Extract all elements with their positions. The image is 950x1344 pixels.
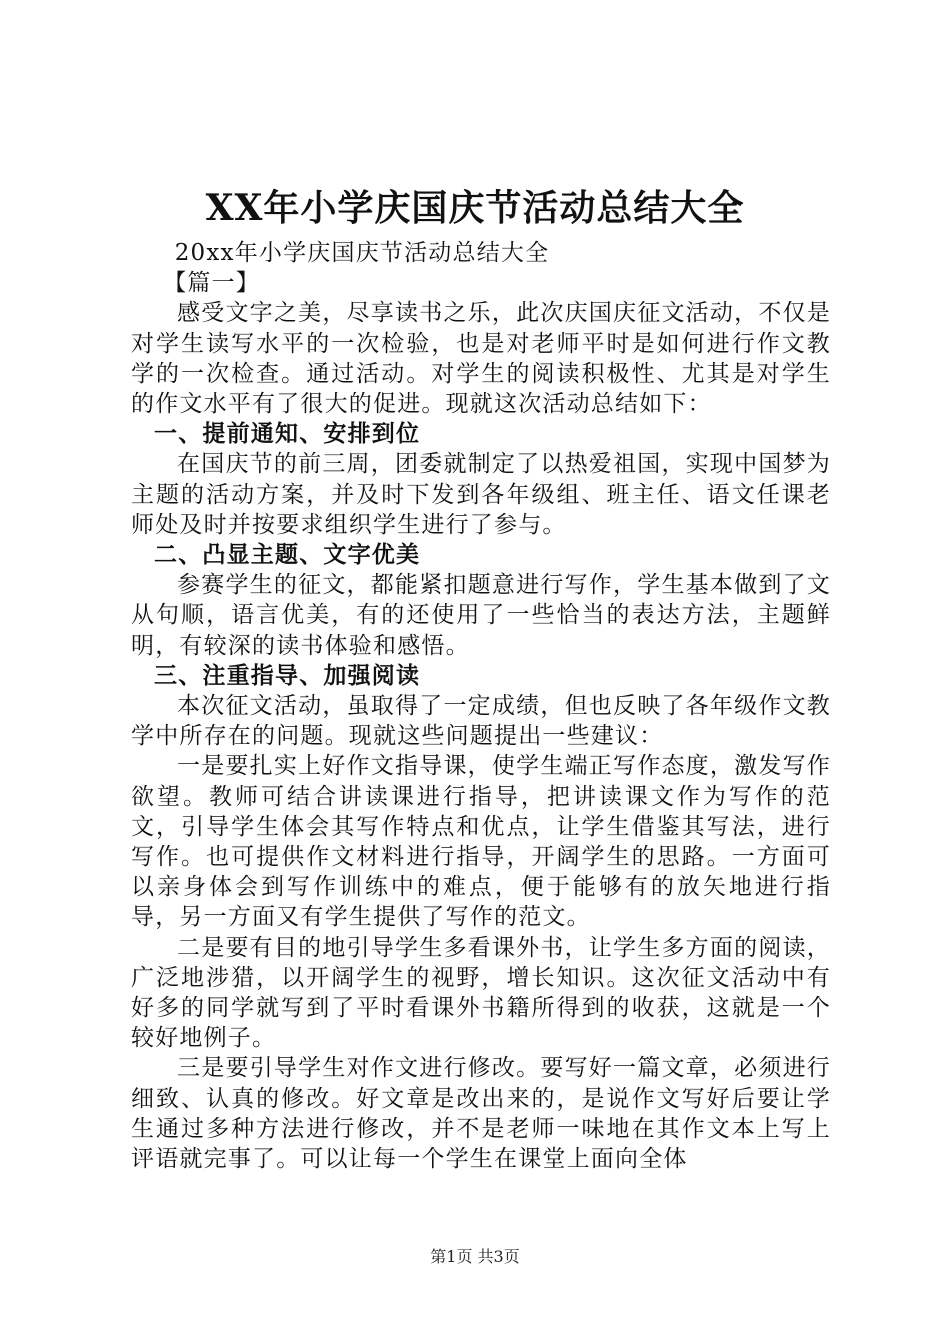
intro-paragraph: 感受文字之美，尽享读书之乐，此次庆国庆征文活动，不仅是对学生读写水平的一次检验，也是对老师平时是如何进行作文教学的一次检查。通过活动。对学生的阅读积极性、尤其是对学生的作文水平有了很大的促进。现就这次活动总结如下： [131,300,831,418]
suggestion-paragraph-3: 三是要引导学生对作文进行修改。要写好一篇文章，必须进行细致、认真的修改。好文章是改出来的，是说作文写好后要让学生通过多种方法进行修改，并不是老师一味地在其作文本上写上评语就完事了。可以让每一个学生在课堂上面向全体 [131,1055,831,1173]
section-paragraph-2: 参赛学生的征文，都能紧扣题意进行写作，学生基本做到了文从句顺，语言优美，有的还使用了一些恰当的表达方法，主题鲜明，有较深的读书体验和感悟。 [131,572,831,659]
document-subtitle: 20xx年小学庆国庆节活动总结大全 [174,240,550,266]
section-heading-3: 三、注重指导、加强阅读 [154,662,421,689]
suggestion-paragraph-1: 一是要扎实上好作文指导课，使学生端正写作态度，激发写作欲望。教师可结合讲读课进行指导，把讲读课文作为写作的范文，引导学生体会其写作特点和优点，让学生借鉴其写法，进行写作。也可提供作文材料进行指导，开阔学生的思路。一方面可以亲身体会到写作训练中的难点，便于能够有的放矢地进行指导，另一方面又有学生提供了写作的范文。 [131,753,831,931]
suggestion-paragraph-2: 二是要有目的地引导学生多看课外书，让学生多方面的阅读，广泛地涉猎，以开阔学生的视野，增长知识。这次征文活动中有好多的同学就写到了平时看课外书籍所得到的收获，这就是一个较好地例子。 [131,934,831,1052]
section-heading-1: 一、提前通知、安排到位 [154,421,421,448]
document-body [131,238,831,1174]
part-label: 【篇一】 [163,270,260,297]
section-paragraph-3: 本次征文活动，虽取得了一定成绩，但也反映了各年级作文教学中所存在的问题。现就这些问题提出一些建议： [131,693,831,750]
section-paragraph-1: 在国庆节的前三周，团委就制定了以热爱祖国，实现中国梦为主题的活动方案，并及时下发到各年级组、班主任、语文任课老师处及时并按要求组织学生进行了参与。 [131,451,831,538]
page-footer: 第1页 共3页 [430,1247,520,1266]
document-title: XX年小学庆国庆节活动总结大全 [205,187,745,229]
section-heading-2: 二、凸显主题、文字优美 [154,542,421,569]
